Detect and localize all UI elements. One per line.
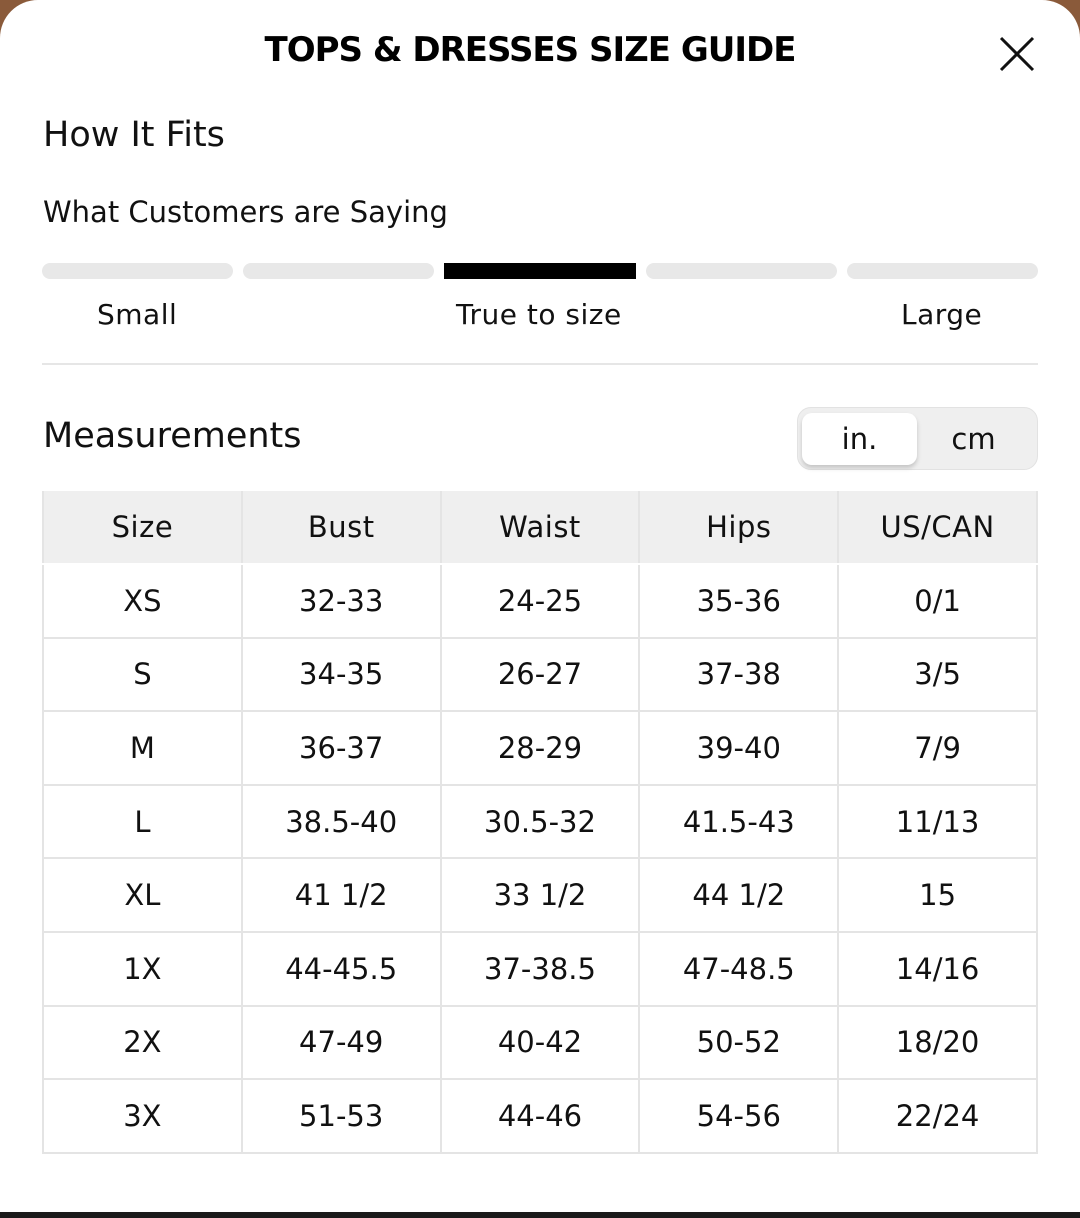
table-cell: 39-40: [639, 711, 838, 785]
table-cell: 40-42: [441, 1006, 640, 1080]
table-row: [43, 1006, 1037, 1080]
column-header-us-can: US/CAN: [838, 491, 1037, 564]
fit-segment: [847, 263, 1038, 279]
table-cell: 33 1/2: [441, 858, 640, 932]
fit-segment: [243, 263, 434, 279]
size-table: [42, 491, 1038, 1154]
modal-title: TOPS & DRESSES SIZE GUIDE: [264, 30, 796, 70]
table-cell: 7/9: [838, 711, 1037, 785]
table-cell: 14/16: [838, 932, 1037, 1006]
fit-segment-active: [444, 263, 635, 279]
fit-segment: [646, 263, 837, 279]
unit-option-in[interactable]: in.: [802, 413, 917, 465]
column-header-hips: Hips: [639, 491, 838, 564]
fit-segment: [42, 263, 233, 279]
table-cell: XL: [43, 858, 242, 932]
table-row: [43, 564, 1037, 638]
table-cell: 28-29: [441, 711, 640, 785]
table-cell: 22/24: [838, 1079, 1037, 1153]
how-it-fits-heading: How It Fits: [43, 115, 225, 155]
table-row: [43, 638, 1037, 712]
table-cell: 32-33: [242, 564, 441, 638]
table-cell: 3/5: [838, 638, 1037, 712]
table-row: [43, 858, 1037, 932]
bottom-edge: [0, 1212, 1080, 1218]
table-cell: 37-38.5: [441, 932, 640, 1006]
close-button[interactable]: [995, 32, 1039, 76]
table-cell: 11/13: [838, 785, 1037, 859]
table-cell: 15: [838, 858, 1037, 932]
table-cell: M: [43, 711, 242, 785]
table-cell: 38.5-40: [242, 785, 441, 859]
table-cell: 30.5-32: [441, 785, 640, 859]
fit-label-small: Small: [97, 298, 178, 331]
table-cell: 50-52: [639, 1006, 838, 1080]
table-cell: S: [43, 638, 242, 712]
table-cell: 47-49: [242, 1006, 441, 1080]
table-cell: 24-25: [441, 564, 640, 638]
table-row: [43, 711, 1037, 785]
table-cell: 3X: [43, 1079, 242, 1153]
unit-toggle: [797, 407, 1038, 470]
table-cell: 34-35: [242, 638, 441, 712]
table-cell: 44 1/2: [639, 858, 838, 932]
column-header-bust: Bust: [242, 491, 441, 564]
column-header-waist: Waist: [441, 491, 640, 564]
table-cell: 2X: [43, 1006, 242, 1080]
measurements-heading: Measurements: [43, 416, 302, 456]
customers-saying-subheading: What Customers are Saying: [43, 195, 448, 229]
section-divider: [42, 363, 1038, 365]
table-cell: 51-53: [242, 1079, 441, 1153]
table-cell: 41 1/2: [242, 858, 441, 932]
table-cell: 18/20: [838, 1006, 1037, 1080]
fit-label-large: Large: [901, 298, 983, 331]
table-cell: 0/1: [838, 564, 1037, 638]
table-cell: 47-48.5: [639, 932, 838, 1006]
close-icon: [995, 32, 1039, 76]
table-cell: XS: [43, 564, 242, 638]
table-row: [43, 785, 1037, 859]
table-cell: 54-56: [639, 1079, 838, 1153]
table-row: [43, 932, 1037, 1006]
table-cell: L: [43, 785, 242, 859]
fit-scale-bar: [42, 263, 1038, 279]
table-row: [43, 1079, 1037, 1153]
column-header-size: Size: [43, 491, 242, 564]
table-header-row: [43, 491, 1037, 564]
table-cell: 26-27: [441, 638, 640, 712]
table-cell: 1X: [43, 932, 242, 1006]
fit-label-true-to-size: True to size: [456, 298, 622, 331]
table-cell: 41.5-43: [639, 785, 838, 859]
table-cell: 36-37: [242, 711, 441, 785]
table-cell: 37-38: [639, 638, 838, 712]
table-cell: 44-46: [441, 1079, 640, 1153]
unit-option-cm[interactable]: cm: [951, 422, 996, 456]
table-cell: 35-36: [639, 564, 838, 638]
table-cell: 44-45.5: [242, 932, 441, 1006]
